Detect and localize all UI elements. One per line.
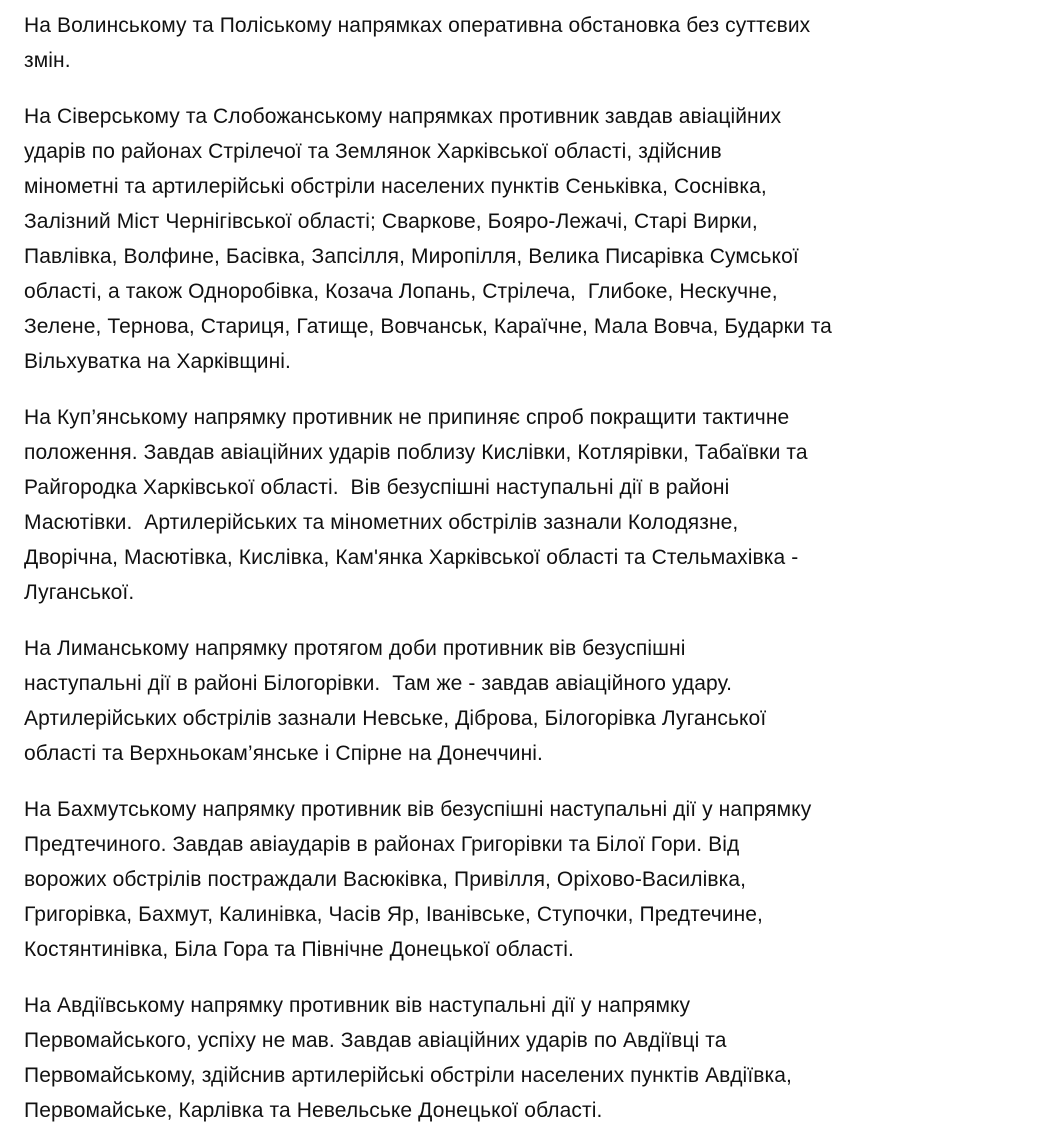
text-line: ударів по районах Стрілечої та Землянок Харківської області, здійснив <box>24 140 722 163</box>
paragraph <box>24 8 1029 78</box>
text-line: ворожих обстрілів постраждали Васюківка, Привілля, Оріхово-Василівка, <box>24 868 747 891</box>
text-line: мінометні та артилерійські обстріли населених пунктів Сеньківка, Соснівка, <box>24 175 767 198</box>
text-line: області та Верхньокам’янське і Спірне на Донеччині. <box>24 742 543 765</box>
text-line: На Бахмутському напрямку противник вів безуспішні наступальні дії у напрямку <box>24 798 812 821</box>
text-line: Павлівка, Волфине, Басівка, Запсілля, Миропілля, Велика Писарівка Сумської <box>24 245 799 268</box>
text-line: На Лиманському напрямку протягом доби противник вів безуспішні <box>24 637 686 660</box>
paragraph <box>24 400 1029 610</box>
text-line: Вільхуватка на Харківщині. <box>24 350 291 373</box>
text-line: наступальні дії в районі Білогорівки. Там же - завдав авіаційного удару. <box>24 672 733 695</box>
text-line: області, а також Одноробівка, Козача Лопань, Стрілеча, Глибоке, Нескучне, <box>24 280 778 303</box>
text-line: На Авдіївському напрямку противник вів наступальні дії у напрямку <box>24 994 691 1017</box>
text-line: Григорівка, Бахмут, Калинівка, Часів Яр, Іванівське, Ступочки, Предтечине, <box>24 903 763 926</box>
paragraph <box>24 631 1029 771</box>
text-line: На Сіверському та Слобожанському напрямках противник завдав авіаційних <box>24 105 782 128</box>
paragraphs-container <box>24 8 1029 1128</box>
text-line: Зелене, Тернова, Стариця, Гатище, Вовчанськ, Караїчне, Мала Вовча, Бударки та <box>24 315 832 338</box>
text-line: Костянтинівка, Біла Гора та Північне Донецької області. <box>24 938 574 961</box>
text-line: змін. <box>24 49 71 72</box>
text-line: Залізний Міст Чернігівської області; Сваркове, Бояро-Лежачі, Старі Вирки, <box>24 210 758 233</box>
text-line: Луганської. <box>24 581 135 604</box>
text-line: Первомайського, успіху не мав. Завдав авіаційних ударів по Авдіївці та <box>24 1029 727 1052</box>
text-line: Первомайському, здійснив артилерійські обстріли населених пунктів Авдіївка, <box>24 1064 792 1087</box>
text-line: Артилерійських обстрілів зазнали Невське, Діброва, Білогорівка Луганської <box>24 707 767 730</box>
text-line: Первомайське, Карлівка та Невельське Донецької області. <box>24 1099 603 1122</box>
text-line: Дворічна, Масютівка, Кислівка, Кам'янка Харківської області та Стельмахівка - <box>24 546 799 569</box>
text-line: На Куп’янському напрямку противник не припиняє спроб покращити тактичне <box>24 406 790 429</box>
paragraph <box>24 792 1029 967</box>
text-line: На Волинському та Поліському напрямках оперативна обстановка без суттєвих <box>24 14 811 37</box>
text-line: Масютівки. Артилерійських та мінометних обстрілів зазнали Колодязне, <box>24 511 739 534</box>
text-line: положення. Завдав авіаційних ударів поблизу Кислівки, Котлярівки, Табаївки та <box>24 441 808 464</box>
text-line: Предтечиного. Завдав авіаударів в районах Григорівки та Білої Гори. Від <box>24 833 740 856</box>
paragraph <box>24 988 1029 1128</box>
paragraph <box>24 99 1029 379</box>
text-line: Райгородка Харківської області. Вів безуспішні наступальні дії в районі <box>24 476 730 499</box>
